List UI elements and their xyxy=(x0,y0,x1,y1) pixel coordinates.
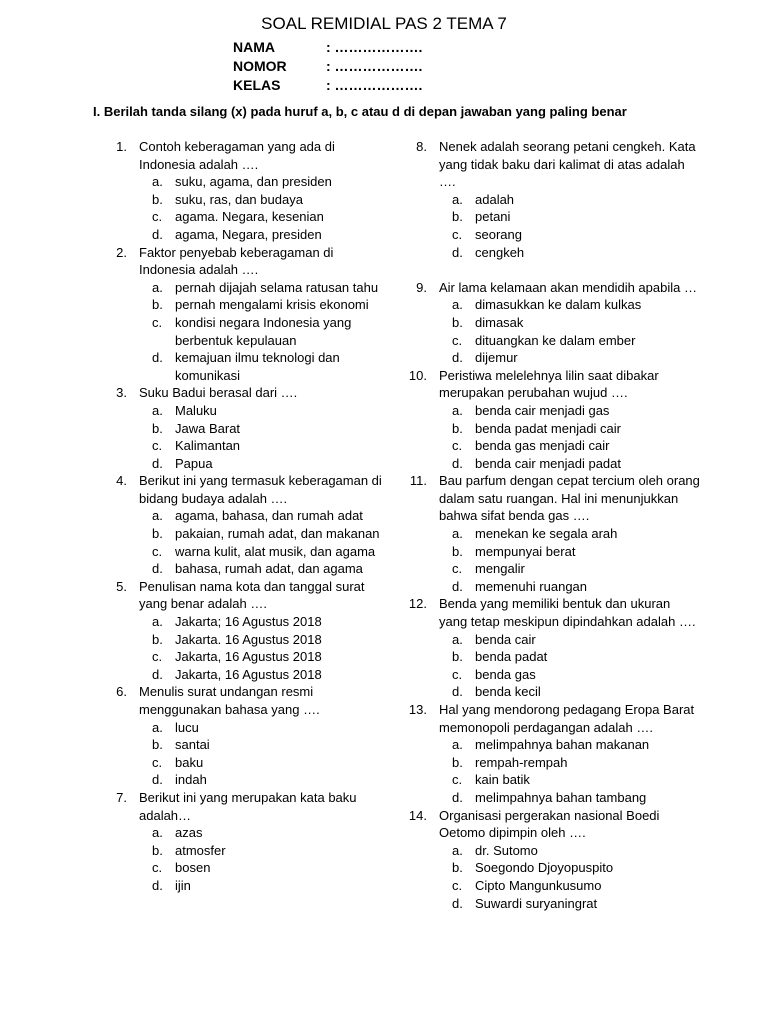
option-text: Suwardi suryaningrat xyxy=(475,895,598,911)
answer-option[interactable] xyxy=(139,824,385,842)
option-text: adalah xyxy=(475,191,515,207)
option-text: pernah dijajah selama ratusan tahu xyxy=(175,279,379,295)
answer-option[interactable] xyxy=(439,895,700,913)
option-letter: d. xyxy=(152,455,163,471)
option-text: pernah mengalami krisis ekonomi xyxy=(175,297,369,313)
option-text: Kalimantan xyxy=(175,438,241,454)
field-label: KELAS xyxy=(233,77,281,93)
option-text: suku, agama, dan presiden xyxy=(175,174,332,190)
answer-option[interactable] xyxy=(439,208,700,226)
answer-option[interactable] xyxy=(139,859,385,877)
answer-option[interactable] xyxy=(439,332,700,350)
option-letter: b. xyxy=(152,420,163,436)
option-letter: b. xyxy=(152,737,163,753)
questions-right-column xyxy=(410,138,700,912)
option-text: benda gas menjadi cair xyxy=(475,438,610,454)
answer-option[interactable] xyxy=(139,648,385,666)
answer-option[interactable] xyxy=(439,296,700,314)
question-text: Berikut ini yang merupakan kata baku adalah… xyxy=(139,789,357,823)
option-text: benda cair menjadi padat xyxy=(475,455,621,471)
option-letter: a. xyxy=(452,402,463,418)
answer-option[interactable] xyxy=(439,560,700,578)
option-letter: c. xyxy=(452,561,463,577)
option-text: bahasa, rumah adat, dan agama xyxy=(175,561,363,577)
option-letter: a. xyxy=(452,842,463,858)
option-text: melimpahnya bahan makanan xyxy=(475,737,650,753)
option-text: bosen xyxy=(175,860,211,876)
question-item xyxy=(410,807,700,913)
spacer xyxy=(410,261,700,279)
option-text: benda kecil xyxy=(475,684,541,700)
question-text: Benda yang memiliki bentuk dan ukuran yang tetap meskipun dipindahkan adalah …. xyxy=(439,596,696,630)
option-letter: b. xyxy=(452,543,463,559)
answer-option[interactable] xyxy=(439,226,700,244)
question-text: Menulis surat undangan resmi menggunakan bahasa yang …. xyxy=(139,684,320,717)
option-letter: c. xyxy=(452,772,463,788)
answer-option[interactable] xyxy=(439,191,700,209)
question-text: Air lama kelamaan akan mendidih apabila … xyxy=(439,279,697,295)
option-text: dimasukkan ke dalam kulkas xyxy=(475,297,642,313)
option-letter: b. xyxy=(452,860,463,876)
question-text: Peristiwa melelehnya lilin saat dibakar merupakan perubahan wujud …. xyxy=(439,367,659,401)
questions-left-column xyxy=(110,138,385,895)
answer-option[interactable] xyxy=(139,191,385,209)
answer-option[interactable] xyxy=(139,560,385,578)
question-text: Hal yang mendorong pedagang Eropa Barat memonopoli perdagangan adalah …. xyxy=(439,702,695,735)
option-letter: c. xyxy=(152,754,163,770)
option-letter: d. xyxy=(152,666,163,682)
option-text: dr. Sutomo xyxy=(475,842,538,858)
answer-option[interactable] xyxy=(139,771,385,789)
answer-option[interactable] xyxy=(139,507,385,525)
answer-option[interactable] xyxy=(439,666,700,684)
option-text: baku xyxy=(175,754,204,770)
identity-fields xyxy=(233,38,422,95)
option-letter: d. xyxy=(452,455,463,471)
question-item xyxy=(410,367,700,473)
option-text: dijemur xyxy=(475,350,518,366)
option-text: lucu xyxy=(175,719,199,735)
option-text: dituangkan ke dalam ember xyxy=(475,332,636,348)
answer-options xyxy=(439,402,700,472)
option-letter: a. xyxy=(452,526,463,542)
question-item xyxy=(410,279,700,367)
option-letter: d. xyxy=(152,877,163,893)
question-item xyxy=(410,595,700,701)
answer-option[interactable] xyxy=(139,754,385,772)
answer-option[interactable] xyxy=(439,736,700,754)
option-text: mengalir xyxy=(475,561,525,577)
answer-option[interactable] xyxy=(439,631,700,649)
answer-option[interactable] xyxy=(139,525,385,543)
option-letter: a. xyxy=(152,508,163,524)
answer-option[interactable] xyxy=(439,525,700,543)
option-letter: a. xyxy=(452,191,463,207)
option-letter: d. xyxy=(152,561,163,577)
option-letter: a. xyxy=(152,402,163,418)
answer-option[interactable] xyxy=(139,420,385,438)
option-text: Maluku xyxy=(175,402,217,418)
field-label: NAMA xyxy=(233,39,275,55)
answer-option[interactable] xyxy=(139,666,385,684)
option-letter: c. xyxy=(152,314,163,330)
option-letter: a. xyxy=(152,825,163,841)
answer-option[interactable] xyxy=(139,437,385,455)
option-text: Jakarta; 16 Agustus 2018 xyxy=(175,614,322,630)
question-text: Nenek adalah seorang petani cengkeh. Kata yang tidak baku dari kalimat di atas adalah …. xyxy=(439,139,696,190)
option-text: Jakarta. 16 Agustus 2018 xyxy=(175,631,322,647)
answer-options xyxy=(439,842,700,912)
option-text: kondisi negara Indonesia yang berbentuk kepulauan xyxy=(175,314,352,348)
answer-options xyxy=(439,631,700,701)
option-letter: c. xyxy=(452,226,463,242)
question-item xyxy=(410,701,700,807)
option-letter: c. xyxy=(152,649,163,665)
question-item xyxy=(110,683,385,789)
option-text: azas xyxy=(175,825,203,841)
option-letter: d. xyxy=(452,578,463,594)
answer-option[interactable] xyxy=(139,613,385,631)
option-letter: d. xyxy=(452,244,463,260)
option-text: warna kulit, alat musik, dan agama xyxy=(175,543,376,559)
answer-option[interactable] xyxy=(439,771,700,789)
answer-option[interactable] xyxy=(139,208,385,226)
answer-option[interactable] xyxy=(139,842,385,860)
option-letter: d. xyxy=(152,350,163,366)
answer-option[interactable] xyxy=(139,631,385,649)
answer-option[interactable] xyxy=(439,420,700,438)
option-letter: d. xyxy=(452,895,463,911)
option-letter: c. xyxy=(152,543,163,559)
option-letter: d. xyxy=(452,789,463,805)
option-letter: b. xyxy=(452,314,463,330)
option-text: memenuhi ruangan xyxy=(475,578,588,594)
answer-option[interactable] xyxy=(139,349,385,384)
question-item xyxy=(110,244,385,385)
field-value: : ………………. xyxy=(326,58,423,74)
option-letter: b. xyxy=(152,191,163,207)
option-letter: c. xyxy=(452,332,463,348)
question-number: 14. xyxy=(408,807,427,823)
question-number: 2. xyxy=(116,244,127,260)
option-letter: b. xyxy=(152,631,163,647)
question-item xyxy=(410,138,700,261)
field-nama xyxy=(233,38,422,57)
answer-options xyxy=(139,719,385,789)
answer-option[interactable] xyxy=(439,314,700,332)
question-text: Berikut ini yang termasuk keberagaman di bidang budaya adalah …. xyxy=(139,473,382,506)
option-letter: d. xyxy=(152,772,163,788)
answer-options xyxy=(439,191,700,261)
field-kelas xyxy=(233,76,422,95)
question-number: 11. xyxy=(409,473,427,489)
question-item xyxy=(110,789,385,895)
question-number: 8. xyxy=(416,139,427,154)
question-item xyxy=(110,578,385,684)
answer-option[interactable] xyxy=(439,754,700,772)
option-text: dimasak xyxy=(475,314,524,330)
option-letter: b. xyxy=(452,420,463,436)
option-letter: a. xyxy=(452,737,463,753)
option-text: benda padat menjadi cair xyxy=(475,420,621,436)
answer-option[interactable] xyxy=(139,543,385,561)
answer-option[interactable] xyxy=(439,859,700,877)
question-number: 10. xyxy=(408,367,427,383)
option-text: Jakarta, 16 Agustus 2018 xyxy=(175,666,322,682)
answer-option[interactable] xyxy=(139,296,385,314)
question-number: 5. xyxy=(116,578,127,594)
option-letter: d. xyxy=(452,350,463,366)
option-letter: c. xyxy=(152,438,163,454)
question-item xyxy=(110,384,385,472)
option-letter: c. xyxy=(152,860,163,876)
option-text: petani xyxy=(475,209,511,225)
question-text: Organisasi pergerakan nasional Boedi Oetomo dipimpin oleh …. xyxy=(439,807,660,841)
answer-option[interactable] xyxy=(439,789,700,807)
option-letter: a. xyxy=(152,614,163,630)
question-text: Suku Badui berasal dari …. xyxy=(139,385,298,401)
question-number: 6. xyxy=(116,684,127,700)
option-letter: a. xyxy=(152,174,163,190)
answer-option[interactable] xyxy=(439,349,700,367)
question-text: Faktor penyebab keberagaman di Indonesia adalah …. xyxy=(139,244,334,278)
answer-option[interactable] xyxy=(139,736,385,754)
option-letter: a. xyxy=(452,297,463,313)
answer-options xyxy=(139,613,385,683)
answer-option[interactable] xyxy=(439,244,700,262)
answer-options xyxy=(439,296,700,366)
option-letter: b. xyxy=(152,842,163,858)
answer-option[interactable] xyxy=(439,437,700,455)
answer-option[interactable] xyxy=(439,648,700,666)
option-text: Papua xyxy=(175,455,213,471)
option-letter: c. xyxy=(152,209,163,225)
option-text: Soegondo Djoyopuspito xyxy=(475,860,614,876)
option-letter: b. xyxy=(452,209,463,225)
field-label: NOMOR xyxy=(233,58,287,74)
option-text: agama, bahasa, dan rumah adat xyxy=(175,508,363,524)
answer-options xyxy=(139,173,385,243)
option-text: Jawa Barat xyxy=(175,420,241,436)
option-text: ijin xyxy=(175,877,191,893)
answer-option[interactable] xyxy=(439,455,700,473)
option-letter: a. xyxy=(152,719,163,735)
question-number: 7. xyxy=(116,789,127,805)
option-text: kemajuan ilmu teknologi dan komunikasi xyxy=(175,350,340,383)
option-text: agama. Negara, kesenian xyxy=(175,209,324,225)
question-number: 9. xyxy=(416,279,427,295)
answer-option[interactable] xyxy=(139,173,385,191)
answer-options xyxy=(139,279,385,385)
option-letter: b. xyxy=(152,526,163,542)
field-value: : ………………. xyxy=(326,39,423,55)
option-text: menekan ke segala arah xyxy=(475,526,618,542)
question-text: Bau parfum dengan cepat tercium oleh orang dalam satu ruangan. Hal ini menunjukkan bahwa sifat benda gas …. xyxy=(439,473,700,524)
question-item xyxy=(410,472,700,595)
option-text: pakaian, rumah adat, dan makanan xyxy=(175,526,380,542)
option-text: Cipto Mangunkusumo xyxy=(475,877,602,893)
option-text: agama, Negara, presiden xyxy=(175,226,322,242)
answer-options xyxy=(439,736,700,806)
answer-option[interactable] xyxy=(139,314,385,349)
option-text: benda padat xyxy=(475,649,548,665)
option-letter: b. xyxy=(452,649,463,665)
answer-options xyxy=(139,507,385,577)
answer-option[interactable] xyxy=(139,877,385,895)
option-text: santai xyxy=(175,737,210,753)
answer-option[interactable] xyxy=(439,543,700,561)
answer-options xyxy=(439,525,700,595)
answer-option[interactable] xyxy=(439,842,700,860)
option-letter: a. xyxy=(452,631,463,647)
option-text: benda cair menjadi gas xyxy=(475,402,610,418)
question-item xyxy=(110,138,385,244)
option-text: indah xyxy=(175,772,207,788)
option-text: Jakarta, 16 Agustus 2018 xyxy=(175,649,322,665)
answer-option[interactable] xyxy=(139,719,385,737)
question-number: 3. xyxy=(116,385,127,401)
option-text: benda cair xyxy=(475,631,536,647)
option-letter: c. xyxy=(452,877,463,893)
field-nomor xyxy=(233,57,422,76)
option-letter: b. xyxy=(152,297,163,313)
option-letter: c. xyxy=(452,438,463,454)
option-letter: a. xyxy=(152,279,163,295)
option-letter: c. xyxy=(452,666,463,682)
option-letter: b. xyxy=(452,754,463,770)
answer-option[interactable] xyxy=(439,683,700,701)
question-number: 12. xyxy=(408,596,427,612)
option-text: suku, ras, dan budaya xyxy=(175,191,303,207)
answer-options xyxy=(139,402,385,472)
option-text: atmosfer xyxy=(175,842,226,858)
option-text: rempah-rempah xyxy=(475,754,568,770)
answer-options xyxy=(139,824,385,894)
answer-option[interactable] xyxy=(139,279,385,297)
answer-option[interactable] xyxy=(139,402,385,420)
field-value: : ………………. xyxy=(326,77,423,93)
instruction: I. Berilah tanda silang (x) pada huruf a, b, c atau d di depan jawaban yang paling benar xyxy=(93,104,627,119)
option-text: melimpahnya bahan tambang xyxy=(475,789,647,805)
answer-option[interactable] xyxy=(139,226,385,244)
question-text: Penulisan nama kota dan tanggal surat yang benar adalah …. xyxy=(139,578,365,612)
option-text: benda gas xyxy=(475,666,536,682)
option-text: cengkeh xyxy=(475,244,525,260)
question-number: 4. xyxy=(116,473,127,489)
answer-option[interactable] xyxy=(139,455,385,473)
page-title: SOAL REMIDIAL PAS 2 TEMA 7 xyxy=(261,14,507,33)
option-text: seorang xyxy=(475,226,522,242)
answer-option[interactable] xyxy=(439,578,700,596)
option-text: mempunyai berat xyxy=(475,543,576,559)
question-text: Contoh keberagaman yang ada di Indonesia adalah …. xyxy=(139,139,335,172)
answer-option[interactable] xyxy=(439,402,700,420)
option-letter: d. xyxy=(452,684,463,700)
question-number: 13. xyxy=(408,702,427,717)
option-letter: d. xyxy=(152,226,163,242)
option-text: kain batik xyxy=(475,772,530,788)
question-item xyxy=(110,472,385,578)
question-number: 1. xyxy=(116,139,127,154)
answer-option[interactable] xyxy=(439,877,700,895)
